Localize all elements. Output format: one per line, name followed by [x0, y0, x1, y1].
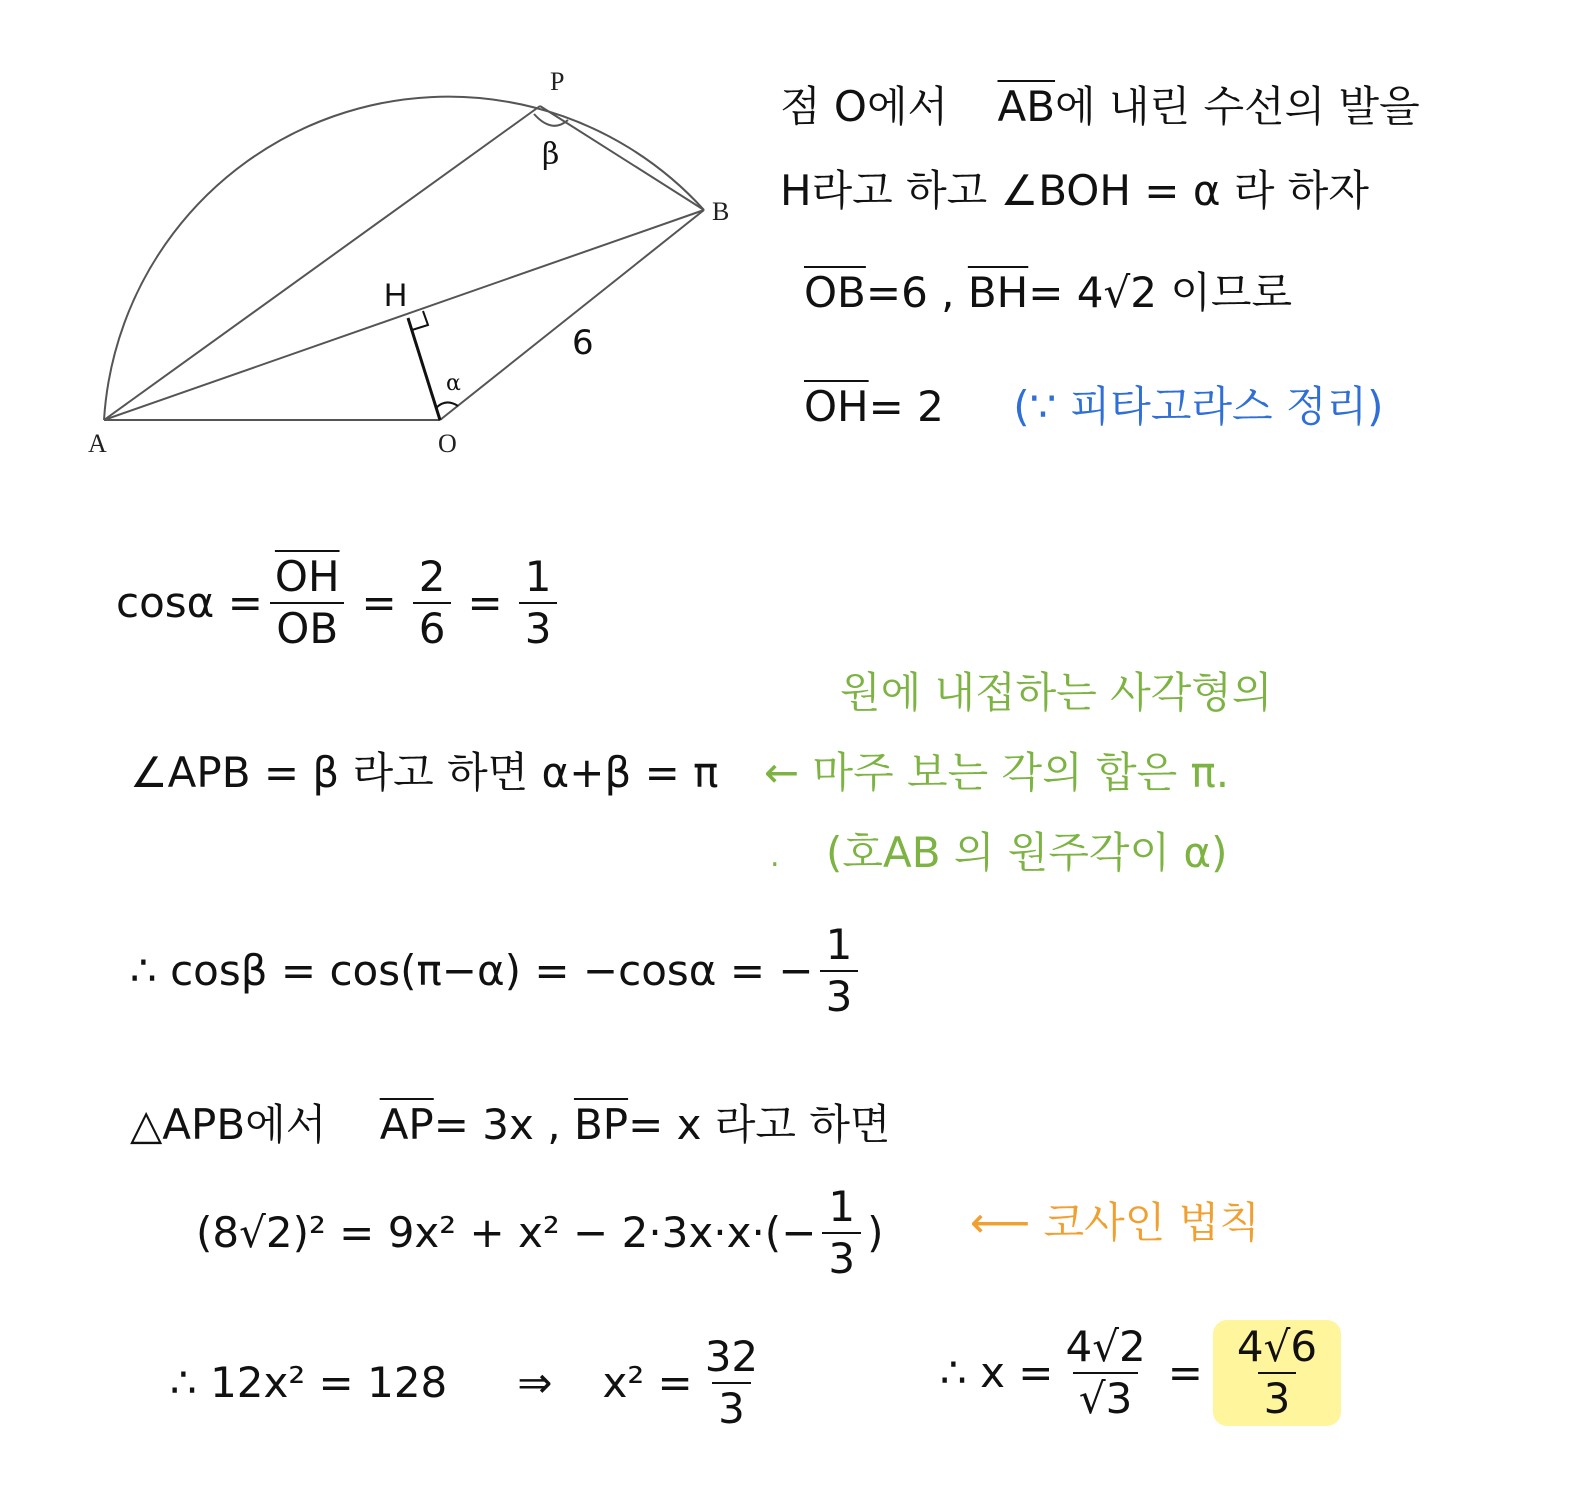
- label-alpha: α: [446, 371, 461, 396]
- cos-beta-lhs: ∴ cosβ = cos(π−α) = −cosα = −: [130, 946, 814, 995]
- fraction-ob: OB: [270, 602, 344, 650]
- triangle-pre: △APB에서: [130, 1100, 327, 1149]
- label-beta: β: [542, 137, 560, 172]
- equals-2: =: [467, 578, 503, 627]
- fraction-law: [822, 1182, 861, 1283]
- right-angle-mark: [412, 311, 428, 330]
- law-of-cosines-line: [196, 1182, 884, 1283]
- circle-note-2: ← 마주 보는 각의 합은 π.: [764, 748, 1230, 797]
- fraction-3: 3: [519, 602, 558, 650]
- segment-ap-text: $\overline{AP}$: [379, 1100, 434, 1149]
- arc-ab: [104, 97, 704, 420]
- segment-ab-text: $\overline{AB}$: [997, 82, 1056, 131]
- fraction-1b: 1: [825, 920, 853, 969]
- fraction-32: 32: [704, 1332, 759, 1381]
- segment-bp-text: $\overline{BP}$: [573, 1100, 629, 1149]
- pythagoras-note: (∵ 피타고라스 정리): [1013, 382, 1384, 431]
- note-line-3: [804, 268, 1293, 317]
- fraction-4r6-3: [1231, 1322, 1323, 1423]
- law-of-cosines-note: ⟵ 코사인 법칙: [970, 1198, 1260, 1247]
- final-answer-highlight: [1213, 1320, 1341, 1426]
- label-a: A: [88, 429, 107, 458]
- segment-ab: [104, 210, 704, 420]
- label-p: P: [550, 67, 565, 96]
- fraction-4r6: 4√6: [1236, 1322, 1318, 1371]
- cos-beta-line: [130, 920, 864, 1021]
- fraction-1-3: [519, 552, 558, 653]
- fraction-32-3: [699, 1332, 764, 1433]
- fraction-minus-1-3: [820, 920, 859, 1021]
- fraction-6: 6: [413, 602, 452, 650]
- fraction-r3: √3: [1073, 1372, 1138, 1420]
- circle-note-3: (호AB 의 원주각이 α): [826, 828, 1228, 877]
- final-equals: =: [1167, 1348, 1203, 1397]
- law-lhs: (8√2)² = 9x² + x² − 2·3x·x·(−: [196, 1208, 817, 1257]
- fraction-4r2: 4√2: [1065, 1322, 1146, 1371]
- final-answer-line: [940, 1320, 1341, 1426]
- implies-arrow: ⇒: [517, 1358, 553, 1407]
- segment-ob: [440, 210, 704, 420]
- note-line-2: H라고 하고 ∠BOH = α 라 하자: [780, 166, 1369, 215]
- note-line-1: [780, 82, 1420, 131]
- circle-note-1: 원에 내접하는 사각형의: [840, 668, 1273, 717]
- fraction-law-den: 3: [822, 1232, 861, 1280]
- final-lhs: ∴ x =: [940, 1348, 1054, 1397]
- note-line-4-post: = 2: [868, 382, 944, 431]
- note-line-4: [804, 382, 1384, 431]
- result-line: [170, 1332, 770, 1433]
- fraction-oh-ob: [269, 552, 346, 653]
- segment-oh-text: $\overline{OH}$: [804, 382, 869, 431]
- segment-ap: [104, 106, 540, 420]
- fraction-2: 2: [418, 552, 446, 601]
- fraction-1: 1: [524, 552, 552, 601]
- triangle-post: = x 라고 하면: [628, 1100, 891, 1149]
- fraction-3b: 3: [820, 970, 859, 1018]
- note-line-3-post: = 4√2 이므로: [1028, 268, 1293, 317]
- segment-ob-text: $\overline{OB}$: [804, 268, 866, 317]
- geometry-diagram: [0, 0, 760, 480]
- triangle-line: [130, 1100, 891, 1149]
- law-close: ): [867, 1208, 884, 1257]
- label-h: H: [384, 277, 408, 313]
- fraction-3c: 3: [712, 1382, 751, 1430]
- fraction-law-num: 1: [828, 1182, 856, 1231]
- result-12x2: ∴ 12x² = 128: [170, 1358, 448, 1407]
- angle-apb-line: ∠APB = β 라고 하면 α+β = π: [130, 748, 719, 797]
- equals-1: =: [361, 578, 397, 627]
- x-squared-lhs: x² =: [602, 1358, 693, 1407]
- fraction-4r2-r3: [1059, 1322, 1151, 1423]
- note-line-1-post: 에 내린 수선의 발을: [1055, 82, 1420, 131]
- triangle-mid: = 3x ,: [433, 1100, 561, 1149]
- fraction-oh: $\overline{OH}$: [274, 552, 340, 601]
- circle-note-dot: .: [770, 839, 780, 874]
- cos-alpha-lhs: cosα =: [116, 578, 263, 627]
- note-line-1-pre: 점 O에서: [780, 82, 949, 131]
- label-o: O: [438, 429, 457, 458]
- fraction-3d: 3: [1258, 1372, 1297, 1420]
- label-side-6: 6: [572, 323, 594, 363]
- segment-bh-text: $\overline{BH}$: [967, 268, 1029, 317]
- note-line-3-mid: =6 ,: [865, 268, 955, 317]
- cos-alpha-line: [116, 552, 563, 653]
- segment-oh: [408, 318, 440, 420]
- fraction-2-6: [413, 552, 452, 653]
- label-b: B: [712, 197, 730, 226]
